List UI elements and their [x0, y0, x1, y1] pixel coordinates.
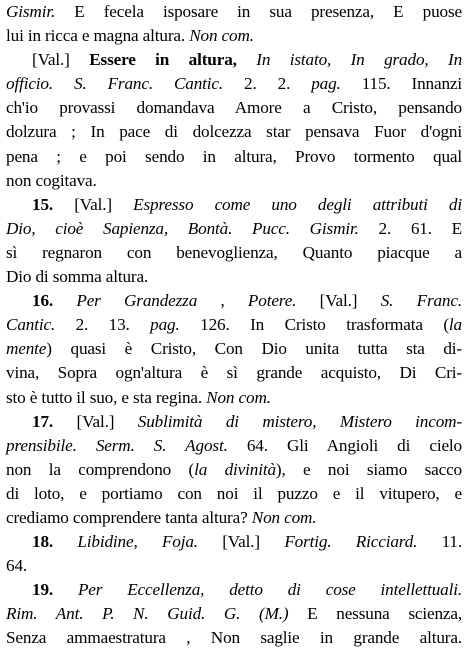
italic-text: prensibile. Serm. S. Agost. [6, 435, 228, 455]
text-line [6, 410, 462, 434]
body-text: dolzura ; In pace di dolcezza star pensava Fuor d'ogni [6, 122, 462, 142]
italic-text: Per Grandezza , Potere. [76, 291, 297, 311]
text-line [6, 602, 462, 626]
text-line [6, 578, 462, 602]
body-text: vina, Sopra ogn'altura è sì grande acquisto, Di Cri- [6, 363, 462, 383]
italic-text: pag. [150, 315, 180, 335]
text-line [6, 386, 462, 410]
italic-text: Cantic. [6, 315, 56, 335]
text-line [6, 434, 462, 458]
body-text: 126. In Cristo trasformata ( [179, 315, 449, 335]
body-text: sto è tutto il suo, e sta regina. [6, 387, 207, 407]
body-text: 2. 2. [223, 74, 312, 94]
sense-number: 18. [32, 532, 78, 552]
body-text: pena ; e poi sendo in altura, Provo tormento qual [6, 146, 462, 166]
italic-text: Sublimità di mistero, Mistero incom- [137, 411, 462, 431]
body-text: [Val.] [32, 50, 90, 70]
sense-number: 16. [32, 291, 77, 311]
text-line [6, 169, 462, 193]
body-text: lui in ricca e magna altura. [6, 26, 190, 46]
italic-text: Gismir. [6, 2, 56, 21]
body-text: E fecela isposare in sua presenza, E puose [55, 2, 462, 21]
text-line [6, 217, 462, 241]
body-text: sì regnaron con benevoglienza, Quanto piacque a [6, 242, 462, 262]
body-text: [Val.] [76, 411, 138, 431]
body-text: [Val.] [197, 532, 285, 552]
body-text: [Val.] [74, 194, 134, 214]
body-text: [Val.] [296, 291, 381, 311]
text-line [6, 0, 462, 24]
sense-number: Essere in altura, [89, 50, 237, 70]
italic-text: Non com. [251, 507, 317, 527]
body-text: 64. Gli Angioli di cielo [227, 435, 462, 455]
body-text: non la comprendono ( [6, 459, 195, 479]
body-text: ch'io provassi domandava Amore a Cristo, pensando [6, 98, 462, 118]
body-text: ), e noi siamo sacco [275, 459, 462, 479]
text-line [6, 120, 462, 144]
text-line [6, 530, 462, 554]
italic-text: officio. S. Franc. Cantic. [6, 74, 224, 94]
italic-text: Espresso come uno degli attributi di [133, 194, 462, 214]
text-line [6, 458, 462, 482]
italic-text: la [448, 315, 462, 335]
sense-number: 15. [32, 194, 75, 214]
text-line [6, 145, 462, 169]
italic-text: Rim. Ant. P. N. Guid. G. (M.) [6, 604, 289, 624]
italic-text: la divinità [194, 459, 276, 479]
body-text: Senza ammaestratura , Non saglie in grande altura. [6, 628, 462, 648]
text-line [6, 72, 462, 96]
body-text: 2. 13. [55, 315, 151, 335]
body-text: crediamo comprendere tanta altura? [6, 507, 252, 527]
text-line [6, 313, 462, 337]
text-line [6, 626, 462, 650]
italic-text: Dio, cioè Sapienza, Bontà. Pucc. Gismir. [6, 218, 359, 238]
body-text: 11. [417, 532, 463, 552]
body-text: 115. Innanzi [340, 74, 463, 94]
sense-number: 17. [32, 411, 77, 431]
text-line [6, 265, 462, 289]
text-line [6, 506, 462, 530]
italic-text: S. Franc. [380, 291, 462, 311]
text-line [6, 24, 462, 48]
body-text: di loto, e portiamo con noi il puzzo e il vitupero, e [6, 483, 462, 503]
body-text: Dio di somma altura. [6, 267, 149, 287]
italic-text: Libidine, Foja. [77, 532, 198, 552]
text-line [6, 289, 462, 313]
text-line [6, 337, 462, 361]
text-line [6, 482, 462, 506]
body-text: non cogitava. [6, 170, 97, 190]
body-text: ) quasi è Cristo, Con Dio unita tutta sta di- [46, 339, 462, 359]
body-text: E nessuna scienza, [288, 604, 462, 624]
text-line [6, 241, 462, 265]
italic-text: Non com. [189, 26, 254, 46]
body-text: 64. [6, 556, 28, 576]
sense-number: 19. [32, 580, 78, 600]
body-text: 2. 61. E [358, 218, 462, 238]
text-line [6, 48, 462, 72]
italic-text: Per Eccellenza, detto di cose intellettuali. [77, 580, 462, 600]
italic-text: In istato, In grado, In [236, 50, 463, 70]
italic-text: pag. [311, 74, 341, 94]
text-line [6, 361, 462, 385]
text-line [6, 554, 462, 578]
text-line [6, 193, 462, 217]
italic-text: Non com. [206, 387, 271, 407]
text-line [6, 96, 462, 120]
italic-text: mente [6, 339, 47, 359]
italic-text: Fortig. Ricciard. [284, 532, 418, 552]
